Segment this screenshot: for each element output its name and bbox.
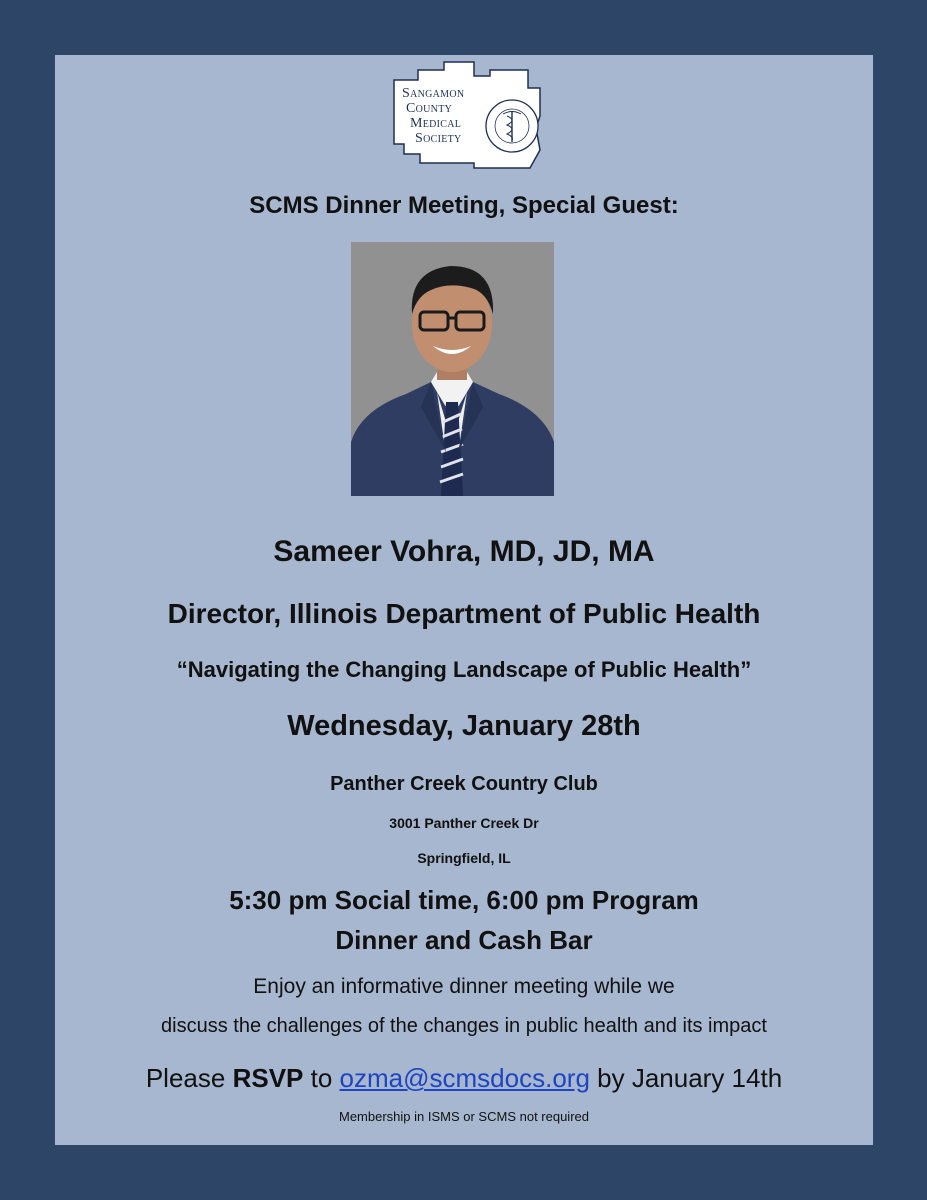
speaker-photo: [351, 242, 554, 496]
logo-line: Sangamon: [402, 86, 465, 101]
venue-city: Springfield, IL: [417, 850, 511, 866]
logo-wordmark: [402, 86, 464, 146]
speaker-title: Director, Illinois Department of Public Health: [167, 598, 761, 629]
logo-line: County: [406, 101, 453, 116]
headline: SCMS Dinner Meeting, Special Guest:: [249, 192, 679, 219]
rsvp-prefix: Please: [145, 1063, 226, 1093]
description-line-1: Enjoy an informative dinner meeting while we: [253, 975, 675, 998]
rsvp-keyword: RSVP: [232, 1063, 304, 1093]
society-logo: [390, 58, 550, 173]
rsvp-to: to: [310, 1063, 333, 1093]
event-date: Wednesday, January 28th: [287, 710, 641, 742]
talk-title: “Navigating the Changing Landscape of Public Health”: [176, 657, 752, 682]
logo-line: Society: [415, 131, 462, 146]
seal-icon: [486, 100, 538, 152]
speaker-portrait-icon: [351, 242, 554, 496]
membership-note: Membership in ISMS or SCMS not required: [339, 1109, 589, 1124]
dinner-info: Dinner and Cash Bar: [335, 925, 593, 955]
rsvp-deadline: by January 14th: [597, 1063, 783, 1093]
logo-line: Medical: [410, 116, 462, 131]
speaker-name: Sameer Vohra, MD, JD, MA: [273, 535, 655, 568]
venue-name: Panther Creek Country Club: [330, 773, 598, 795]
rsvp-email-link[interactable]: ozma@scmsdocs.org: [339, 1063, 590, 1093]
flyer-panel: [55, 55, 873, 1145]
description-line-2: discuss the challenges of the changes in public health and its impact: [161, 1015, 767, 1037]
venue-address: 3001 Panther Creek Dr: [389, 815, 539, 831]
event-times: 5:30 pm Social time, 6:00 pm Program: [229, 885, 699, 915]
rsvp-line: [55, 1063, 873, 1094]
